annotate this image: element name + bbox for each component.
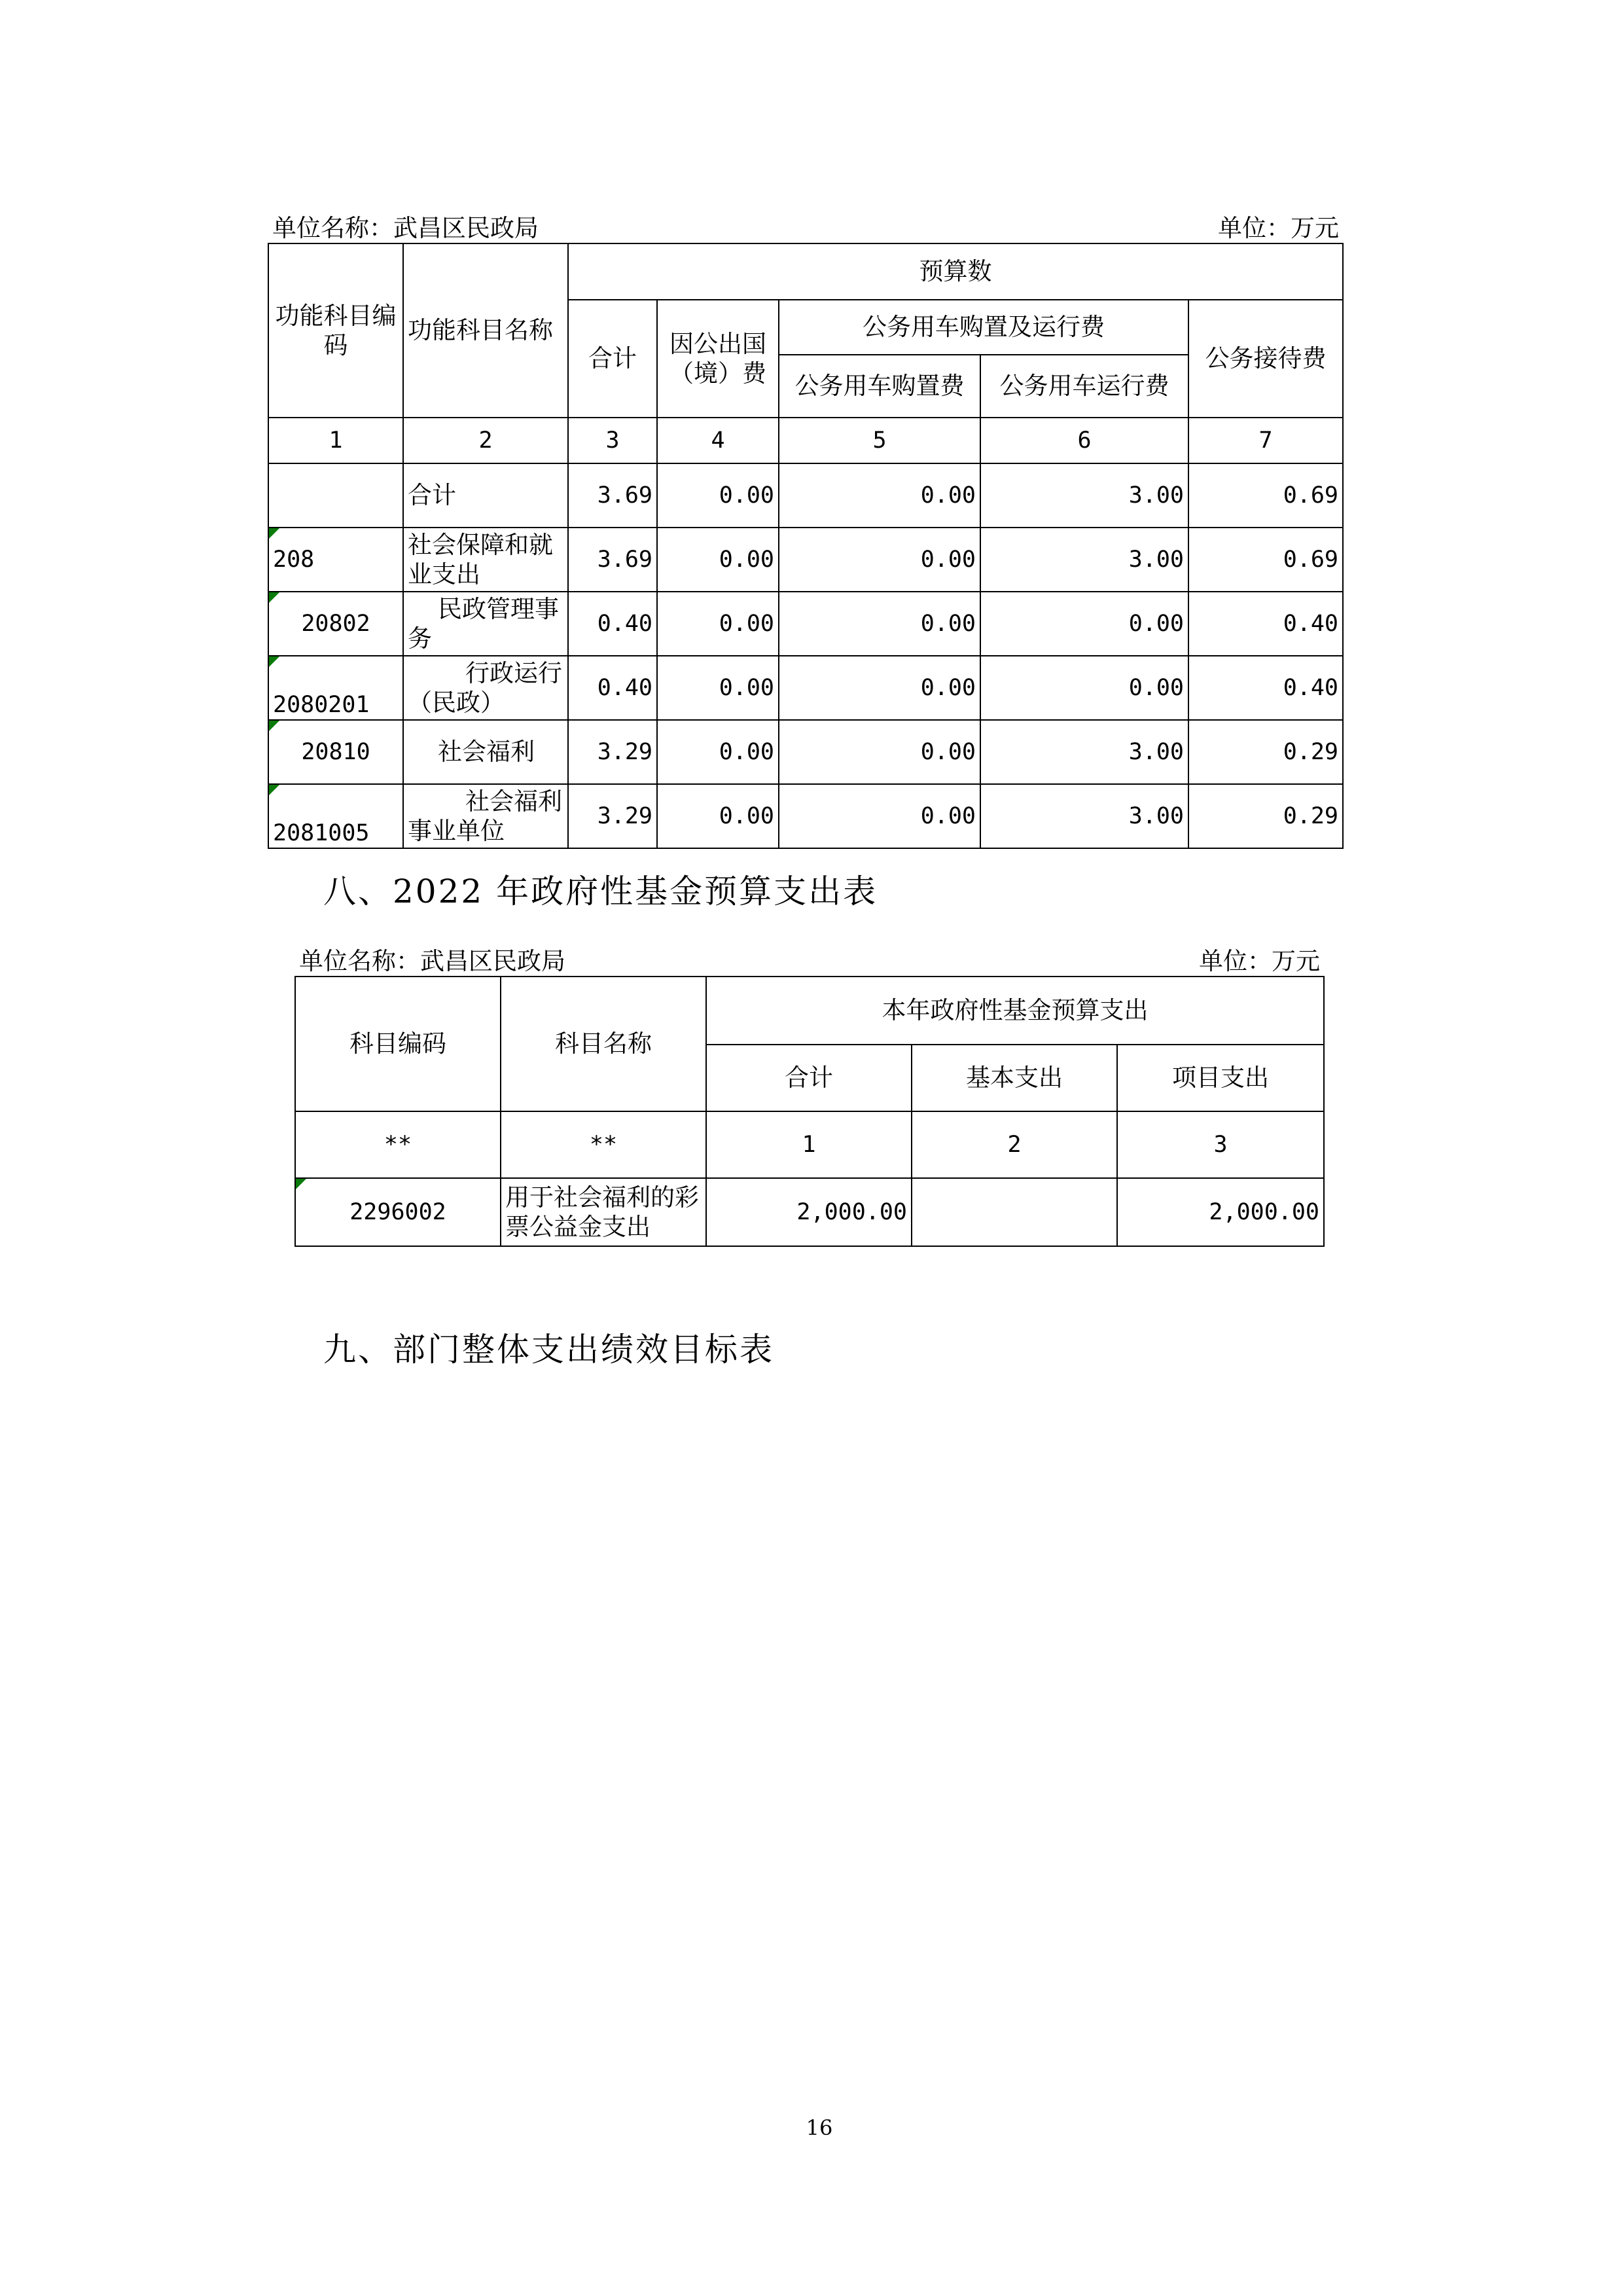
table-row bbox=[268, 463, 1343, 528]
row-reception: 0.69 bbox=[1188, 528, 1343, 592]
unit-name-label: 单位名称：武昌区民政局 bbox=[268, 207, 568, 243]
index-cell: 2 bbox=[403, 418, 568, 463]
row-reception: 0.40 bbox=[1188, 592, 1343, 656]
row-code-cell bbox=[268, 592, 403, 656]
row-abroad: 0.00 bbox=[657, 656, 779, 720]
header-vehicle: 公务用车购置及运行费 bbox=[779, 300, 1188, 355]
row-name: 用于社会福利的彩票公益金支出 bbox=[501, 1178, 706, 1246]
index-cell: 3 bbox=[1117, 1111, 1324, 1178]
row-total: 3.29 bbox=[568, 784, 657, 848]
table-row bbox=[268, 656, 1343, 720]
header-total: 合计 bbox=[568, 300, 657, 418]
comment-marker-icon bbox=[269, 721, 279, 731]
row-code-cell bbox=[268, 784, 403, 848]
table-row bbox=[268, 528, 1343, 592]
row-code: 2081005 bbox=[273, 820, 370, 847]
row-code: 208 bbox=[273, 546, 315, 573]
index-cell: 2 bbox=[912, 1111, 1117, 1178]
unit-label: 单位：万元 bbox=[1117, 932, 1324, 977]
row-total: 3.69 bbox=[568, 528, 657, 592]
comment-marker-icon bbox=[269, 785, 279, 795]
row-code bbox=[268, 463, 403, 528]
index-cell: ** bbox=[501, 1111, 706, 1178]
row-code-cell bbox=[268, 656, 403, 720]
row-code: 20802 bbox=[301, 610, 370, 637]
row-code: 2296002 bbox=[349, 1198, 446, 1225]
header-code: 科目编码 bbox=[295, 977, 501, 1111]
row-run: 0.00 bbox=[980, 592, 1188, 656]
table-row bbox=[295, 1178, 1324, 1246]
comment-marker-icon bbox=[269, 528, 279, 539]
index-cell: 4 bbox=[657, 418, 779, 463]
row-run: 3.00 bbox=[980, 528, 1188, 592]
header-project: 项目支出 bbox=[1117, 1045, 1324, 1111]
header-vehicle-purchase: 公务用车购置费 bbox=[779, 355, 980, 418]
row-purchase: 0.00 bbox=[779, 784, 980, 848]
unit-label: 单位：万元 bbox=[1188, 207, 1343, 243]
row-total: 3.29 bbox=[568, 720, 657, 784]
row-project: 2,000.00 bbox=[1117, 1178, 1324, 1246]
row-abroad: 0.00 bbox=[657, 720, 779, 784]
row-purchase: 0.00 bbox=[779, 720, 980, 784]
index-cell: 3 bbox=[568, 418, 657, 463]
row-total: 0.40 bbox=[568, 656, 657, 720]
row-run: 0.00 bbox=[980, 656, 1188, 720]
row-run: 3.00 bbox=[980, 463, 1188, 528]
row-total: 3.69 bbox=[568, 463, 657, 528]
header-basic: 基本支出 bbox=[912, 1045, 1117, 1111]
row-purchase: 0.00 bbox=[779, 463, 980, 528]
header-name: 科目名称 bbox=[501, 977, 706, 1111]
header-vehicle-run: 公务用车运行费 bbox=[980, 355, 1188, 418]
row-purchase: 0.00 bbox=[779, 592, 980, 656]
row-abroad: 0.00 bbox=[657, 592, 779, 656]
header-group: 本年政府性基金预算支出 bbox=[706, 977, 1324, 1045]
row-name: 社会福利 bbox=[403, 720, 568, 784]
table-government-fund bbox=[294, 932, 1325, 1247]
header-name: 功能科目名称 bbox=[403, 243, 568, 418]
row-purchase: 0.00 bbox=[779, 528, 980, 592]
row-code-cell bbox=[268, 528, 403, 592]
index-cell: 1 bbox=[706, 1111, 912, 1178]
row-reception: 0.29 bbox=[1188, 720, 1343, 784]
row-reception: 0.69 bbox=[1188, 463, 1343, 528]
row-purchase: 0.00 bbox=[779, 656, 980, 720]
comment-marker-icon bbox=[269, 656, 279, 667]
index-cell: 5 bbox=[779, 418, 980, 463]
row-reception: 0.29 bbox=[1188, 784, 1343, 848]
row-basic bbox=[912, 1178, 1117, 1246]
row-abroad: 0.00 bbox=[657, 463, 779, 528]
row-run: 3.00 bbox=[980, 720, 1188, 784]
row-name: 社会保障和就业支出 bbox=[403, 528, 568, 592]
row-run: 3.00 bbox=[980, 784, 1188, 848]
header-reception: 公务接待费 bbox=[1188, 300, 1343, 418]
header-total: 合计 bbox=[706, 1045, 912, 1111]
row-reception: 0.40 bbox=[1188, 656, 1343, 720]
table-row bbox=[268, 592, 1343, 656]
index-cell: 7 bbox=[1188, 418, 1343, 463]
header-budget: 预算数 bbox=[568, 243, 1343, 300]
row-total: 2,000.00 bbox=[706, 1178, 912, 1246]
row-code: 2080201 bbox=[273, 692, 370, 719]
section-9-title: 九、部门整体支出绩效目标表 bbox=[323, 1331, 774, 1369]
index-cell: ** bbox=[295, 1111, 501, 1178]
page-number: 16 bbox=[806, 2115, 833, 2140]
row-abroad: 0.00 bbox=[657, 528, 779, 592]
header-abroad: 因公出国（境）费 bbox=[657, 300, 779, 418]
comment-marker-icon bbox=[296, 1179, 306, 1189]
index-cell: 1 bbox=[268, 418, 403, 463]
row-name: 合计 bbox=[403, 463, 568, 528]
row-name: 行政运行（民政） bbox=[403, 656, 568, 720]
section-8-title: 八、2022 年政府性基金预算支出表 bbox=[323, 872, 878, 910]
header-code: 功能科目编码 bbox=[268, 243, 403, 418]
row-code-cell bbox=[268, 720, 403, 784]
row-total: 0.40 bbox=[568, 592, 657, 656]
row-abroad: 0.00 bbox=[657, 784, 779, 848]
comment-marker-icon bbox=[269, 592, 279, 603]
table-row bbox=[268, 784, 1343, 848]
row-code: 20810 bbox=[301, 738, 370, 765]
row-name: 民政管理事务 bbox=[403, 592, 568, 656]
index-cell: 6 bbox=[980, 418, 1188, 463]
row-name: 社会福利事业单位 bbox=[403, 784, 568, 848]
table-public-expenses bbox=[268, 207, 1344, 849]
unit-name-label: 单位名称：武昌区民政局 bbox=[295, 932, 706, 977]
row-code-cell bbox=[295, 1178, 501, 1246]
table-row bbox=[268, 720, 1343, 784]
